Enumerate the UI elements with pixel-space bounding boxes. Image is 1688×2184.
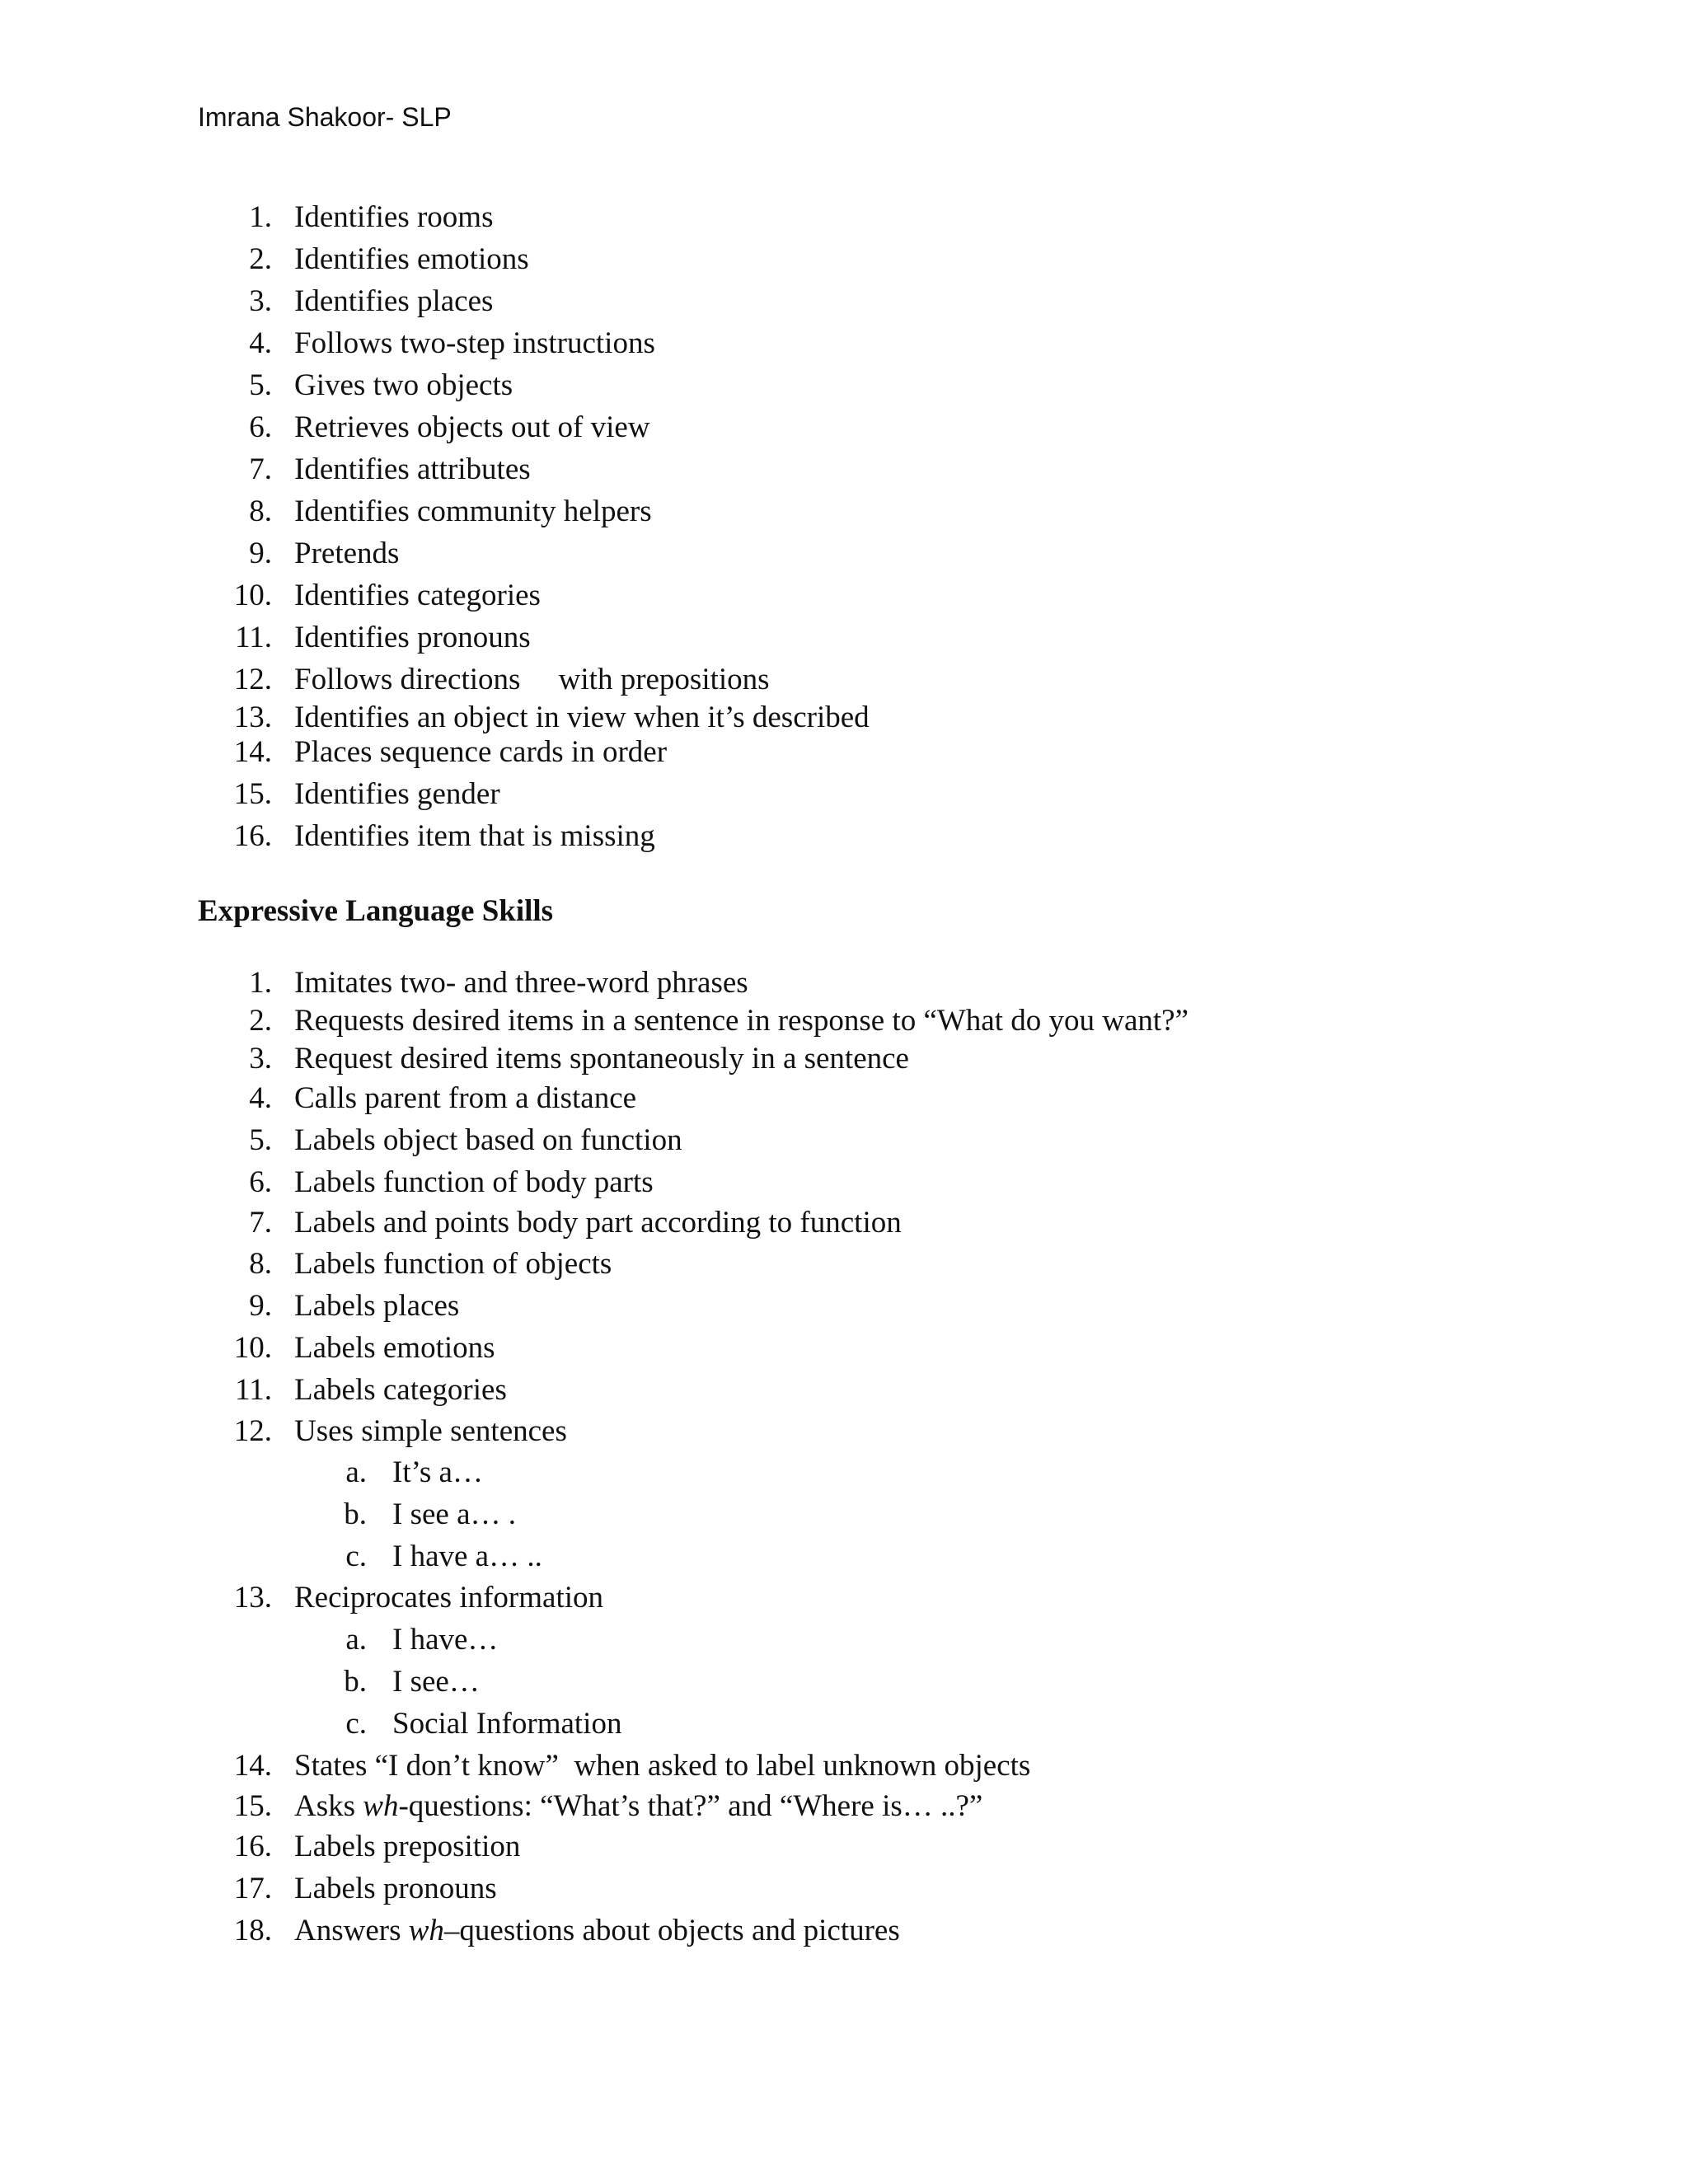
item-number: 6. xyxy=(249,410,272,444)
item-number: 10. xyxy=(233,579,272,612)
item-text: Retrieves objects out of view xyxy=(294,410,650,444)
item-text: Identifies attributes xyxy=(294,452,531,486)
item-number: 1. xyxy=(249,966,272,1000)
section-heading-expressive: Expressive Language Skills xyxy=(198,894,554,928)
item-number: 16. xyxy=(233,1830,272,1863)
item-number: 5. xyxy=(249,368,272,402)
item-number: 11. xyxy=(235,621,272,654)
item-number: 4. xyxy=(249,1081,272,1115)
item-number: 13. xyxy=(233,1581,272,1615)
item-number: 16. xyxy=(233,819,272,853)
sub-item-letter: b. xyxy=(344,1497,367,1531)
item-number: 9. xyxy=(249,1289,272,1323)
sub-item-letter: c. xyxy=(345,1707,367,1741)
item-number: 2. xyxy=(249,1004,272,1038)
item-text: Answers wh–questions about objects and pictures xyxy=(294,1914,900,1947)
item-number: 7. xyxy=(249,452,272,486)
sub-item-letter: a. xyxy=(345,1455,367,1489)
item-text: Uses simple sentences xyxy=(294,1414,567,1448)
item-text: Places sequence cards in order xyxy=(294,735,668,769)
item-text: Identifies pronouns xyxy=(294,621,531,654)
item-number: 15. xyxy=(233,1789,272,1823)
sub-item-letter: c. xyxy=(345,1540,367,1573)
item-number: 3. xyxy=(249,1042,272,1076)
item-number: 2. xyxy=(249,242,272,276)
item-number: 7. xyxy=(249,1206,272,1240)
item-number: 3. xyxy=(249,284,272,318)
item-text: Labels and points body part according to function xyxy=(294,1206,902,1240)
item-number: 14. xyxy=(233,735,272,769)
item-text: Follows directions with prepositions xyxy=(294,663,770,696)
item-number: 17. xyxy=(233,1872,272,1905)
item-text: Imitates two- and three-word phrases xyxy=(294,966,748,1000)
item-number: 13. xyxy=(233,701,272,734)
item-text: Identifies community helpers xyxy=(294,494,652,528)
item-text: Labels places xyxy=(294,1289,460,1323)
item-number: 9. xyxy=(249,537,272,570)
item-text: Asks wh-questions: “What’s that?” and “Where is… ..?” xyxy=(294,1789,983,1823)
item-text: Labels categories xyxy=(294,1373,507,1407)
item-number: 6. xyxy=(249,1165,272,1199)
item-number: 12. xyxy=(233,1414,272,1448)
item-number: 14. xyxy=(233,1749,272,1783)
item-number: 15. xyxy=(233,777,272,811)
item-text: Labels emotions xyxy=(294,1331,495,1365)
item-number: 8. xyxy=(249,494,272,528)
item-text: Follows two-step instructions xyxy=(294,326,655,360)
item-text: Labels function of body parts xyxy=(294,1165,654,1199)
item-text: Labels preposition xyxy=(294,1830,521,1863)
item-text: States “I don’t know” when asked to label unknown objects xyxy=(294,1749,1031,1783)
item-number: 18. xyxy=(233,1914,272,1947)
item-text: Gives two objects xyxy=(294,368,513,402)
item-number: 1. xyxy=(249,200,272,234)
sub-item-text: It’s a… xyxy=(392,1455,483,1489)
item-text: Labels object based on function xyxy=(294,1123,682,1157)
sub-item-letter: b. xyxy=(344,1665,367,1699)
item-text: Reciprocates information xyxy=(294,1581,604,1615)
item-number: 4. xyxy=(249,326,272,360)
item-text: Identifies gender xyxy=(294,777,500,811)
item-number: 12. xyxy=(233,663,272,696)
item-text: Pretends xyxy=(294,537,400,570)
item-text: Labels function of objects xyxy=(294,1247,612,1281)
item-number: 11. xyxy=(235,1373,272,1407)
sub-item-letter: a. xyxy=(345,1623,367,1657)
item-text: Labels pronouns xyxy=(294,1872,497,1905)
item-text: Identifies places xyxy=(294,284,494,318)
sub-item-text: I see a… . xyxy=(392,1497,516,1531)
sub-item-text: Social Information xyxy=(392,1707,622,1741)
item-number: 10. xyxy=(233,1331,272,1365)
item-text: Request desired items spontaneously in a sentence xyxy=(294,1042,909,1076)
item-text: Identifies rooms xyxy=(294,200,494,234)
item-number: 5. xyxy=(249,1123,272,1157)
sub-item-text: I have… xyxy=(392,1623,499,1657)
item-text: Identifies emotions xyxy=(294,242,529,276)
item-text: Identifies an object in view when it’s described xyxy=(294,701,870,734)
page-header-author: Imrana Shakoor- SLP xyxy=(198,102,452,132)
item-number: 8. xyxy=(249,1247,272,1281)
item-text: Calls parent from a distance xyxy=(294,1081,637,1115)
item-text: Identifies categories xyxy=(294,579,541,612)
item-text: Identifies item that is missing xyxy=(294,819,655,853)
sub-item-text: I see… xyxy=(392,1665,480,1699)
sub-item-text: I have a… .. xyxy=(392,1540,542,1573)
item-text: Requests desired items in a sentence in response to “What do you want?” xyxy=(294,1004,1189,1038)
